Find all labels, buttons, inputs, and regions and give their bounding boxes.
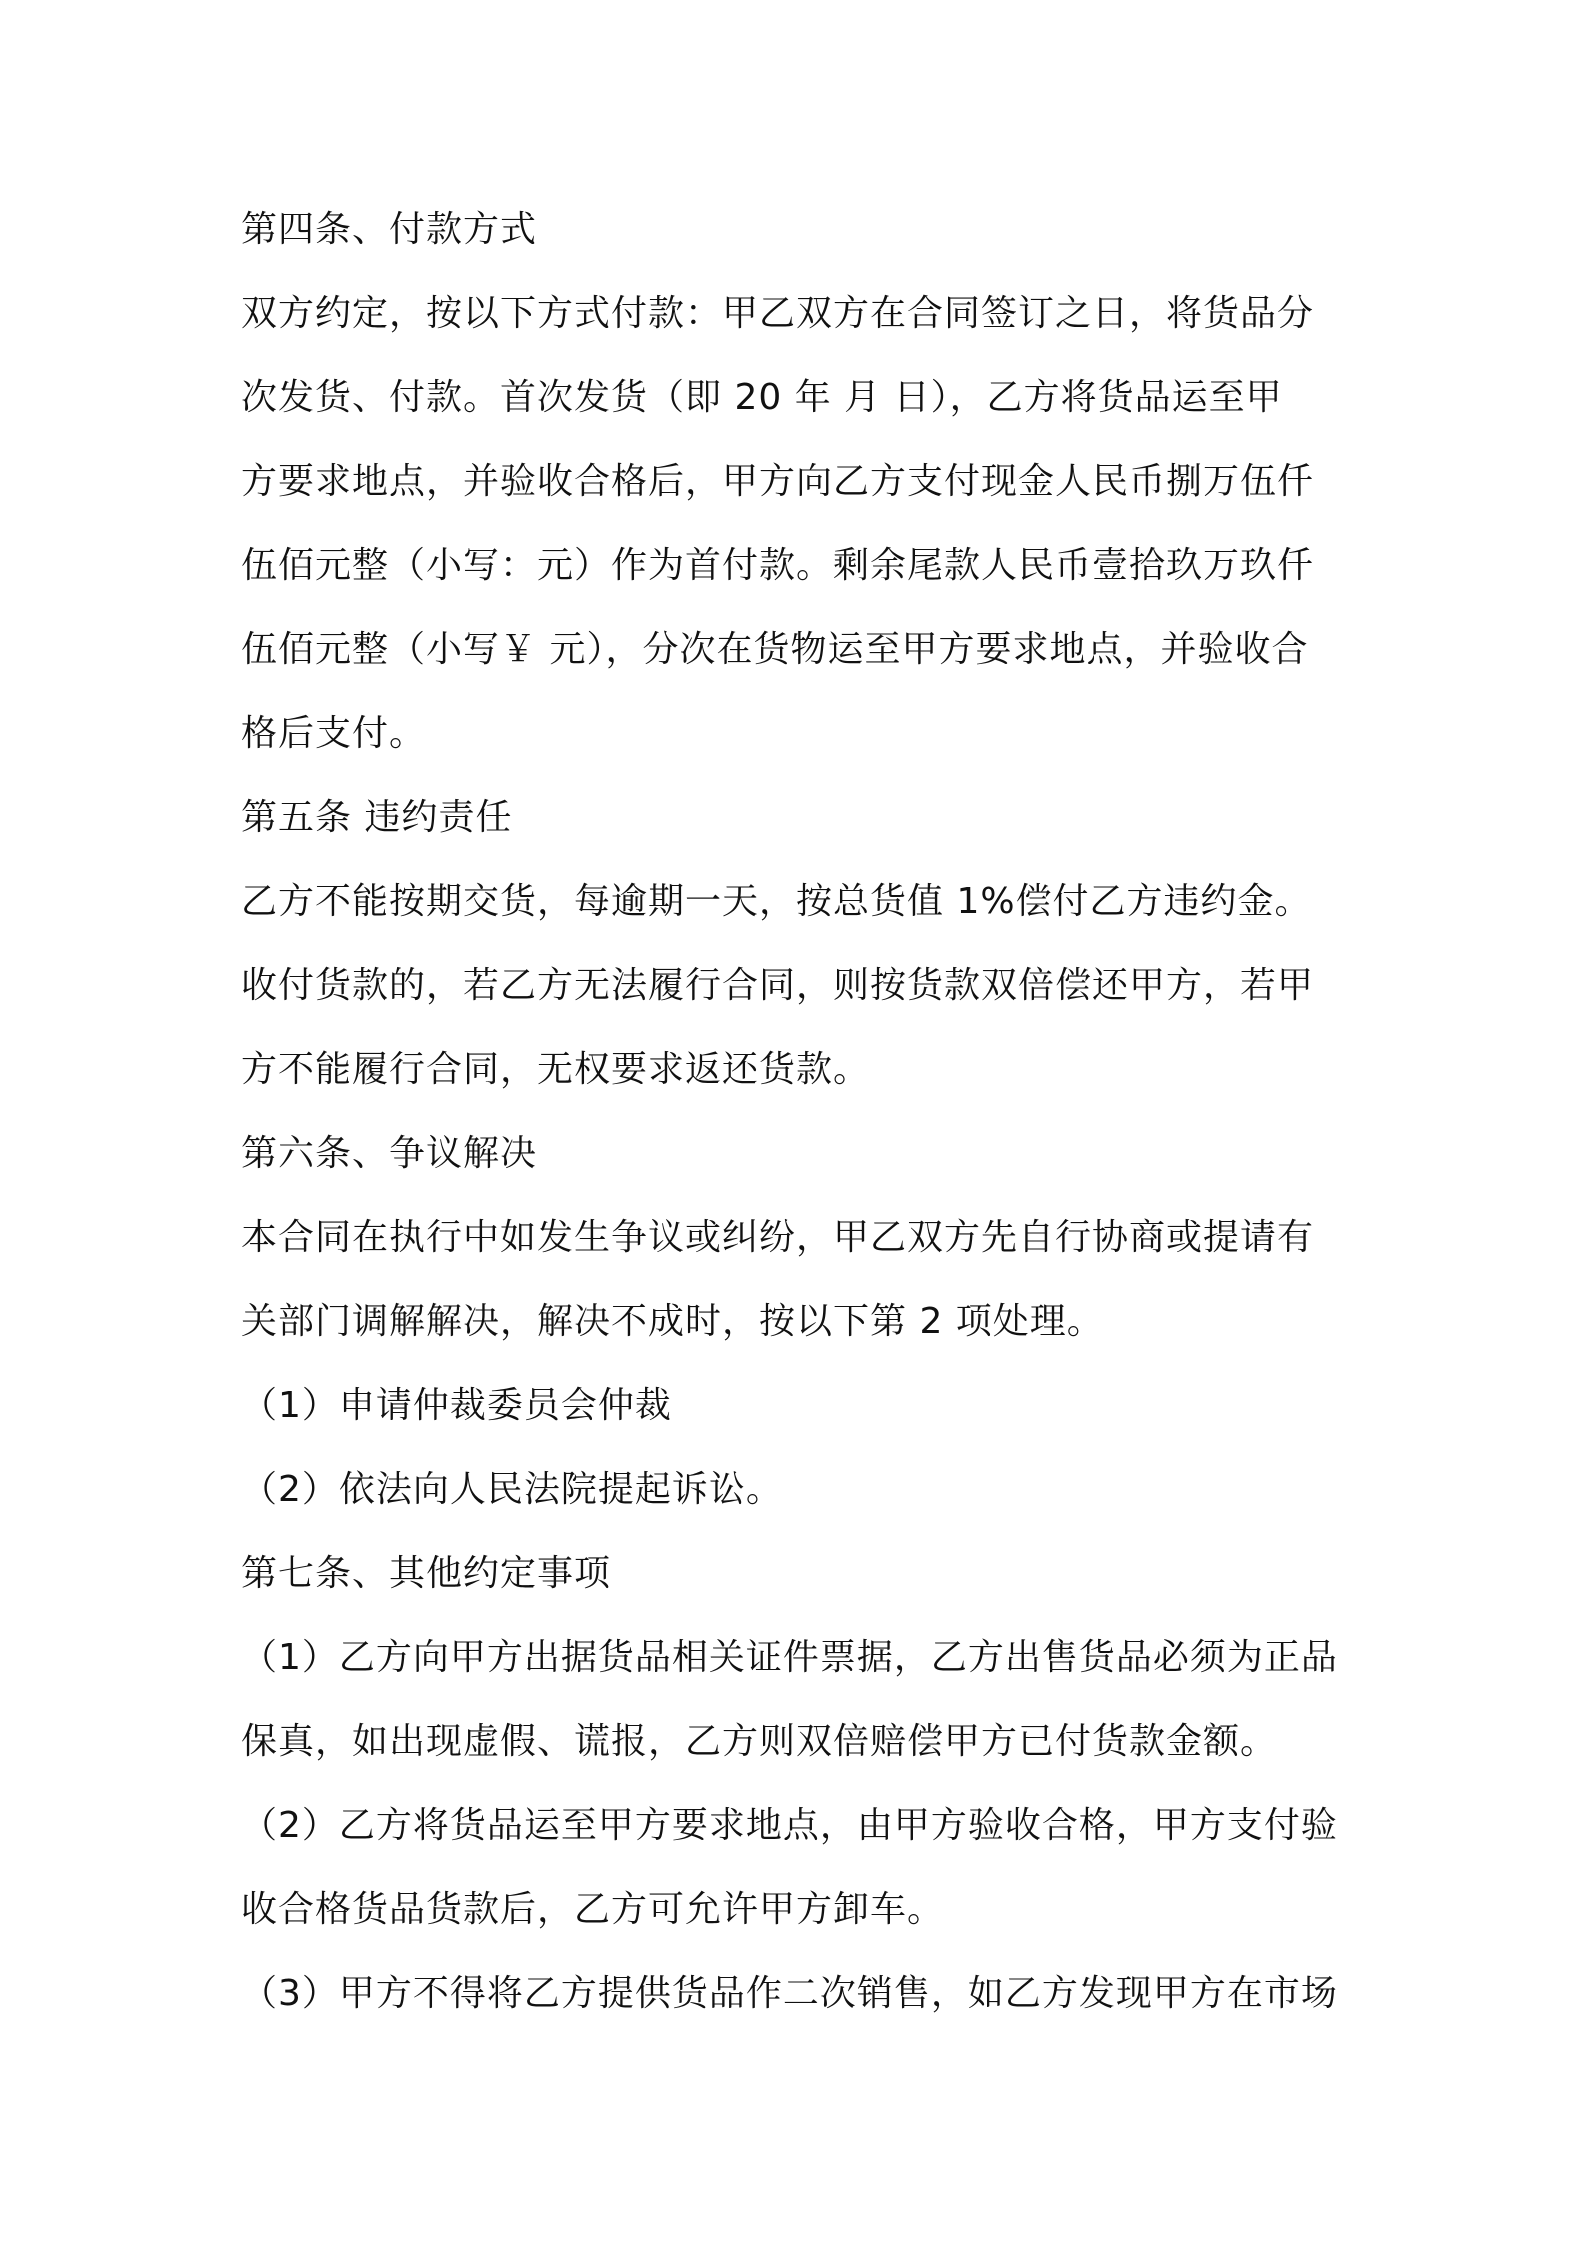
article-7-heading: 第七条、其他约定事项	[241, 1553, 612, 1594]
paragraph-line: 收合格货品货款后，乙方可允许甲方卸车。	[241, 1889, 945, 1930]
paragraph-line: 伍佰元整（小写：元）作为首付款。剩余尾款人民币壹拾玖万玖仟	[241, 545, 1315, 586]
paragraph-line: 乙方不能按期交货，每逾期一天，按总货值 1%偿付乙方违约金。	[241, 881, 1312, 922]
article-6-heading: 第六条、争议解决	[241, 1133, 538, 1174]
list-item: （2）依法向人民法院提起诉讼。	[241, 1469, 783, 1510]
paragraph-line: 次发货、付款。首次发货（即 20 年 月 日），乙方将货品运至甲	[241, 377, 1283, 418]
article-4-heading: 第四条、付款方式	[241, 209, 538, 250]
list-item: （3）甲方不得将乙方提供货品作二次销售，如乙方发现甲方在市场	[241, 1973, 1338, 2014]
paragraph-line: 方不能履行合同，无权要求返还货款。	[241, 1049, 871, 1090]
list-item: （2）乙方将货品运至甲方要求地点，由甲方验收合格，甲方支付验	[241, 1805, 1338, 1846]
paragraph-line: 本合同在执行中如发生争议或纠纷，甲乙双方先自行协商或提请有	[241, 1217, 1315, 1258]
article-5-heading: 第五条 违约责任	[241, 797, 513, 838]
paragraph-line: 伍佰元整（小写￥ 元），分次在货物运至甲方要求地点，并验收合	[241, 629, 1309, 670]
paragraph-line: 收付货款的，若乙方无法履行合同，则按货款双倍偿还甲方，若甲	[241, 965, 1315, 1006]
paragraph-line: 格后支付。	[241, 713, 427, 754]
paragraph-line: 保真，如出现虚假、谎报，乙方则双倍赔偿甲方已付货款金额。	[241, 1721, 1278, 1762]
list-item: （1）申请仲裁委员会仲裁	[241, 1385, 672, 1426]
paragraph-line: 方要求地点，并验收合格后，甲方向乙方支付现金人民币捌万伍仟	[241, 461, 1315, 502]
paragraph-line: 关部门调解解决，解决不成时，按以下第 2 项处理。	[241, 1301, 1104, 1342]
paragraph-line: 双方约定，按以下方式付款：甲乙双方在合同签订之日，将货品分	[241, 293, 1315, 334]
list-item: （1）乙方向甲方出据货品相关证件票据，乙方出售货品必须为正品	[241, 1637, 1338, 1678]
